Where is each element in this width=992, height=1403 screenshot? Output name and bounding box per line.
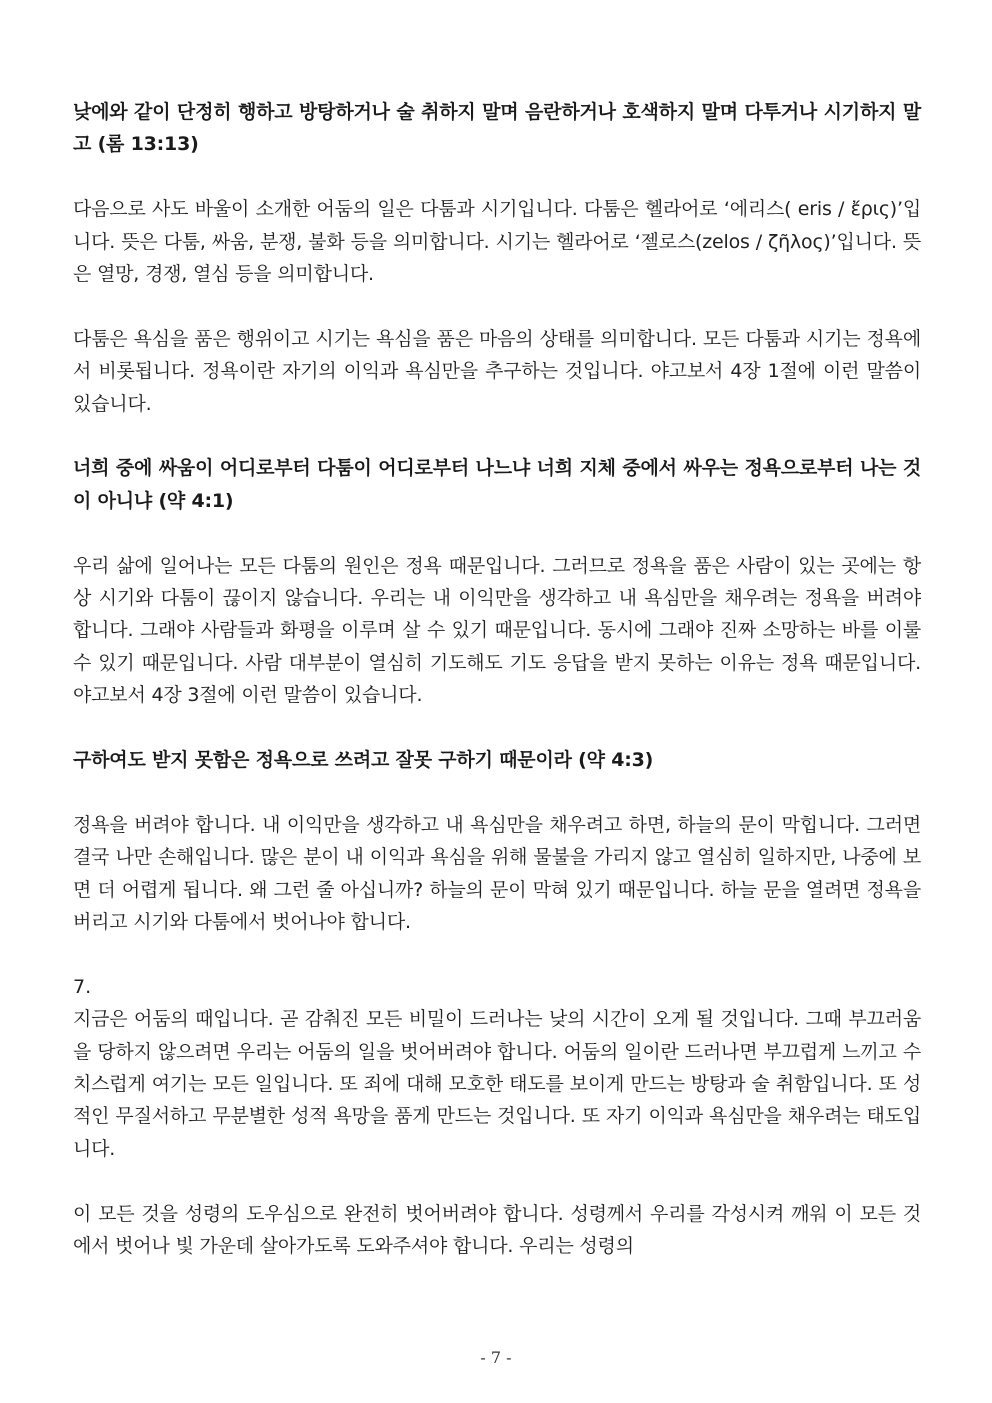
paragraph-time-of-darkness: 지금은 어둠의 때입니다. 곧 감춰진 모든 비밀이 드러나는 낮의 시간이 오게 될 것입니다. 그때 부끄러움을 당하지 않으려면 우리는 어둠의 일을 벗어버려야 합니다. 어둠의 일이란 드러나면 부끄럽게 느끼고 수치스럽게 여기는 모든 일입니다. 또 죄에 대해 모호한 태도를 보이게 만드는 방탕과 술 취함입니다. 또 성적인 무질서하고 무분별한 성적 욕망을 품게 만드는 것입니다. 또 자기 이익과 욕심만을 채우려는 태도입니다.	[73, 1008, 921, 1160]
paragraph-holy-spirit-help: 이 모든 것을 성령의 도우심으로 완전히 벗어버려야 합니다. 성령께서 우리를 각성시켜 깨워 이 모든 것에서 벗어나 빛 가운데 살아가도록 도와주셔야 합니다. 우리는 성령의	[73, 1202, 921, 1258]
scripture-james-4-3: 구하여도 받지 못함은 정욕으로 쓰려고 잘못 구하기 때문이라 (약 4:3)	[73, 749, 654, 772]
document-body	[73, 96, 921, 1263]
page-number: - 7 -	[480, 1348, 512, 1367]
scripture-romans-13-13: 낮에와 같이 단정히 행하고 방탕하거나 술 취하지 말며 음란하거나 호색하지 말며 다투거나 시기하지 말고 (롬 13:13)	[73, 101, 921, 156]
paragraph-lust-origin: 다툼은 욕심을 품은 행위이고 시기는 욕심을 품은 마음의 상태를 의미합니다. 모든 다툼과 시기는 정욕에서 비롯됩니다. 정욕이란 자기의 이익과 욕심만을 추구하는 것입니다. 야고보서 4장 1절에 이런 말씀이 있습니다.	[73, 327, 921, 415]
section-number: 7.	[73, 975, 92, 998]
paragraph-cause-of-strife: 우리 삶에 일어나는 모든 다툼의 원인은 정욕 때문입니다. 그러므로 정욕을 품은 사람이 있는 곳에는 항상 시기와 다툼이 끊이지 않습니다. 우리는 내 이익만을 생각하고 내 욕심만을 채우려는 정욕을 버려야 합니다. 그래야 사람들과 화평을 이루며 살 수 있기 때문입니다. 동시에 그래야 진짜 소망하는 바를 이룰 수 있기 때문입니다. 사람 대부분이 열심히 기도해도 기도 응답을 받지 못하는 이유는 정욕 때문입니다. 야고보서 4장 3절에 이런 말씀이 있습니다.	[73, 554, 921, 707]
paragraph-abandon-lust: 정욕을 버려야 합니다. 내 이익만을 생각하고 내 욕심만을 채우려고 하면, 하늘의 문이 막힙니다. 그러면 결국 나만 손해입니다. 많은 분이 내 이익과 욕심을 위해 물불을 가리지 않고 열심히 일하지만, 나중에 보면 더 어렵게 됩니다. 왜 그런 줄 아십니까? 하늘의 문이 막혀 있기 때문입니다. 하늘 문을 열려면 정욕을 버리고 시기와 다툼에서 벗어나야 합니다.	[73, 813, 921, 934]
paragraph-strife-jealousy: 다음으로 사도 바울이 소개한 어둠의 일은 다툼과 시기입니다. 다툼은 헬라어로 ‘에리스( eris / ἔρις)’입니다. 뜻은 다툼, 싸움, 분쟁, 불화 등을 의미합니다. 시기는 헬라어로 ‘젤로스(zelos / ζῆλος)’입니다. 뜻은 열망, 경쟁, 열심 등을 의미합니다.	[73, 198, 921, 286]
scripture-james-4-1: 너희 중에 싸움이 어디로부터 다툼이 어디로부터 나느냐 너희 지체 중에서 싸우는 정욕으로부터 나는 것이 아니냐 (약 4:1)	[73, 457, 921, 512]
